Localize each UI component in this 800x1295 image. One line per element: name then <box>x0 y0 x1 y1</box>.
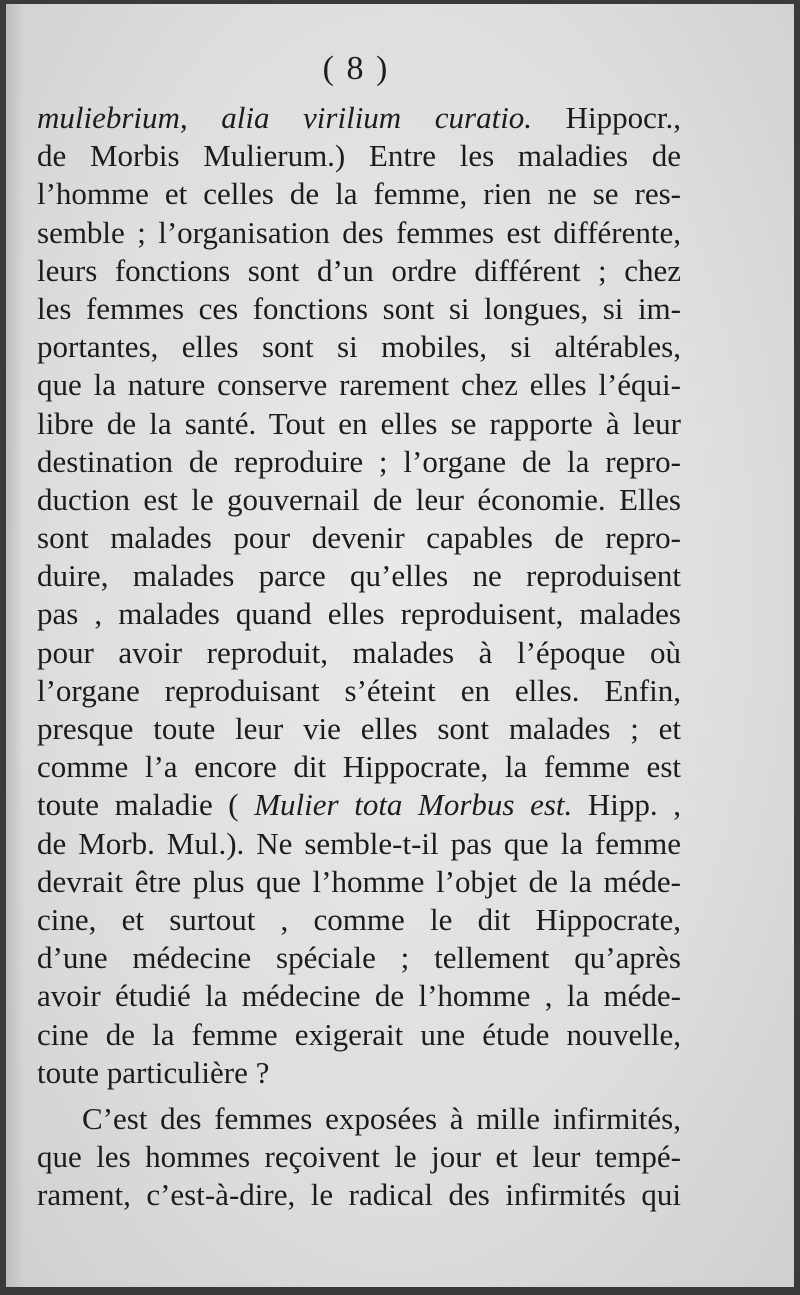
text-line <box>37 901 681 939</box>
text-line <box>37 595 681 633</box>
text-line <box>37 786 681 824</box>
text-segment: devrait être plus que l’homme l’objet de la méde- <box>37 863 681 899</box>
text-line <box>37 137 681 175</box>
text-segment: comme l’a encore dit Hippocrate, la femme est <box>37 749 681 785</box>
body-text <box>37 99 681 1214</box>
text-line <box>37 825 681 863</box>
text-line <box>37 939 681 977</box>
text-segment: C’est des femmes exposées à mille infirmités, <box>82 1100 681 1136</box>
text-line <box>37 977 681 1015</box>
text-segment: avoir étudié la médecine de l’homme , la méde- <box>37 978 681 1014</box>
text-segment: l’homme et celles de la femme, rien ne se res- <box>37 176 681 212</box>
text-segment: libre de la santé. Tout en elles se rapporte à leur <box>37 405 681 441</box>
text-segment: que la nature conserve rarement chez elles l’équi- <box>37 367 681 403</box>
text-segment: d’une médecine spéciale ; tellement qu’après <box>37 940 681 976</box>
text-segment: duction est le gouvernail de leur économie. Elles <box>37 481 681 517</box>
text-segment: les femmes ces fonctions sont si longues, si im- <box>37 290 681 326</box>
text-line <box>37 405 681 443</box>
text-segment: semble ; l’organisation des femmes est différente, <box>37 214 681 250</box>
text-line <box>37 366 681 404</box>
text-line <box>37 1100 681 1138</box>
text-segment: rament, c’est-à-dire, le radical des infirmités qui <box>37 1177 681 1213</box>
text-segment: de Morbis Mulierum.) Entre les maladies de <box>37 138 681 174</box>
text-segment: cine de la femme exigerait une étude nouvelle, <box>37 1016 681 1052</box>
text-segment: portantes, elles sont si mobiles, si altérables, <box>37 329 681 365</box>
text-line <box>37 1176 681 1214</box>
italic-segment: Mulier tota Morbus est. <box>254 787 573 823</box>
text-segment: Hipp. , <box>572 787 681 823</box>
paragraph <box>37 1100 681 1215</box>
text-segment: Hippocr., <box>532 100 681 135</box>
text-line <box>37 748 681 786</box>
italic-segment: muliebrium, alia virilium curatio. <box>37 100 533 135</box>
text-line <box>37 1016 681 1054</box>
text-line <box>37 290 681 328</box>
text-segment: duire, malades parce qu’elles ne reproduisent <box>37 558 681 594</box>
text-line <box>37 1054 681 1092</box>
text-line <box>37 443 681 481</box>
book-page <box>6 4 794 1287</box>
text-segment: sont malades pour devenir capables de repro- <box>37 520 681 556</box>
page-edge-shadow <box>6 4 24 1287</box>
text-segment: de Morb. Mul.). Ne semble-t-il pas que la femme <box>37 825 681 861</box>
text-line <box>37 175 681 213</box>
text-line <box>37 99 681 137</box>
text-line <box>37 481 681 519</box>
text-segment: toute particulière ? <box>37 1054 270 1090</box>
text-line <box>37 1138 681 1176</box>
text-segment: presque toute leur vie elles sont malades ; et <box>37 711 681 746</box>
text-line <box>37 519 681 557</box>
text-segment: cine, et surtout , comme le dit Hippocrate, <box>37 901 681 937</box>
text-segment: pas , malades quand elles reproduisent, malades <box>37 596 681 632</box>
text-line <box>37 634 681 672</box>
text-line <box>37 328 681 366</box>
text-line <box>37 252 681 290</box>
text-line <box>37 710 681 748</box>
text-segment: leurs fonctions sont d’un ordre différent ; chez <box>37 252 681 288</box>
text-segment: l’organe reproduisant s’éteint en elles. Enfin, <box>37 672 681 708</box>
text-line <box>37 863 681 901</box>
paragraph <box>37 99 681 1092</box>
text-segment: toute maladie ( <box>37 787 255 823</box>
page-number: ( 8 ) <box>322 50 390 87</box>
text-segment: destination de reproduire ; l’organe de la repro- <box>37 443 681 479</box>
text-line <box>37 214 681 252</box>
text-segment: pour avoir reproduit, malades à l’époque où <box>37 634 681 670</box>
text-line <box>37 672 681 710</box>
text-segment: que les hommes reçoivent le jour et leur tempé- <box>37 1139 681 1175</box>
text-line <box>37 557 681 595</box>
